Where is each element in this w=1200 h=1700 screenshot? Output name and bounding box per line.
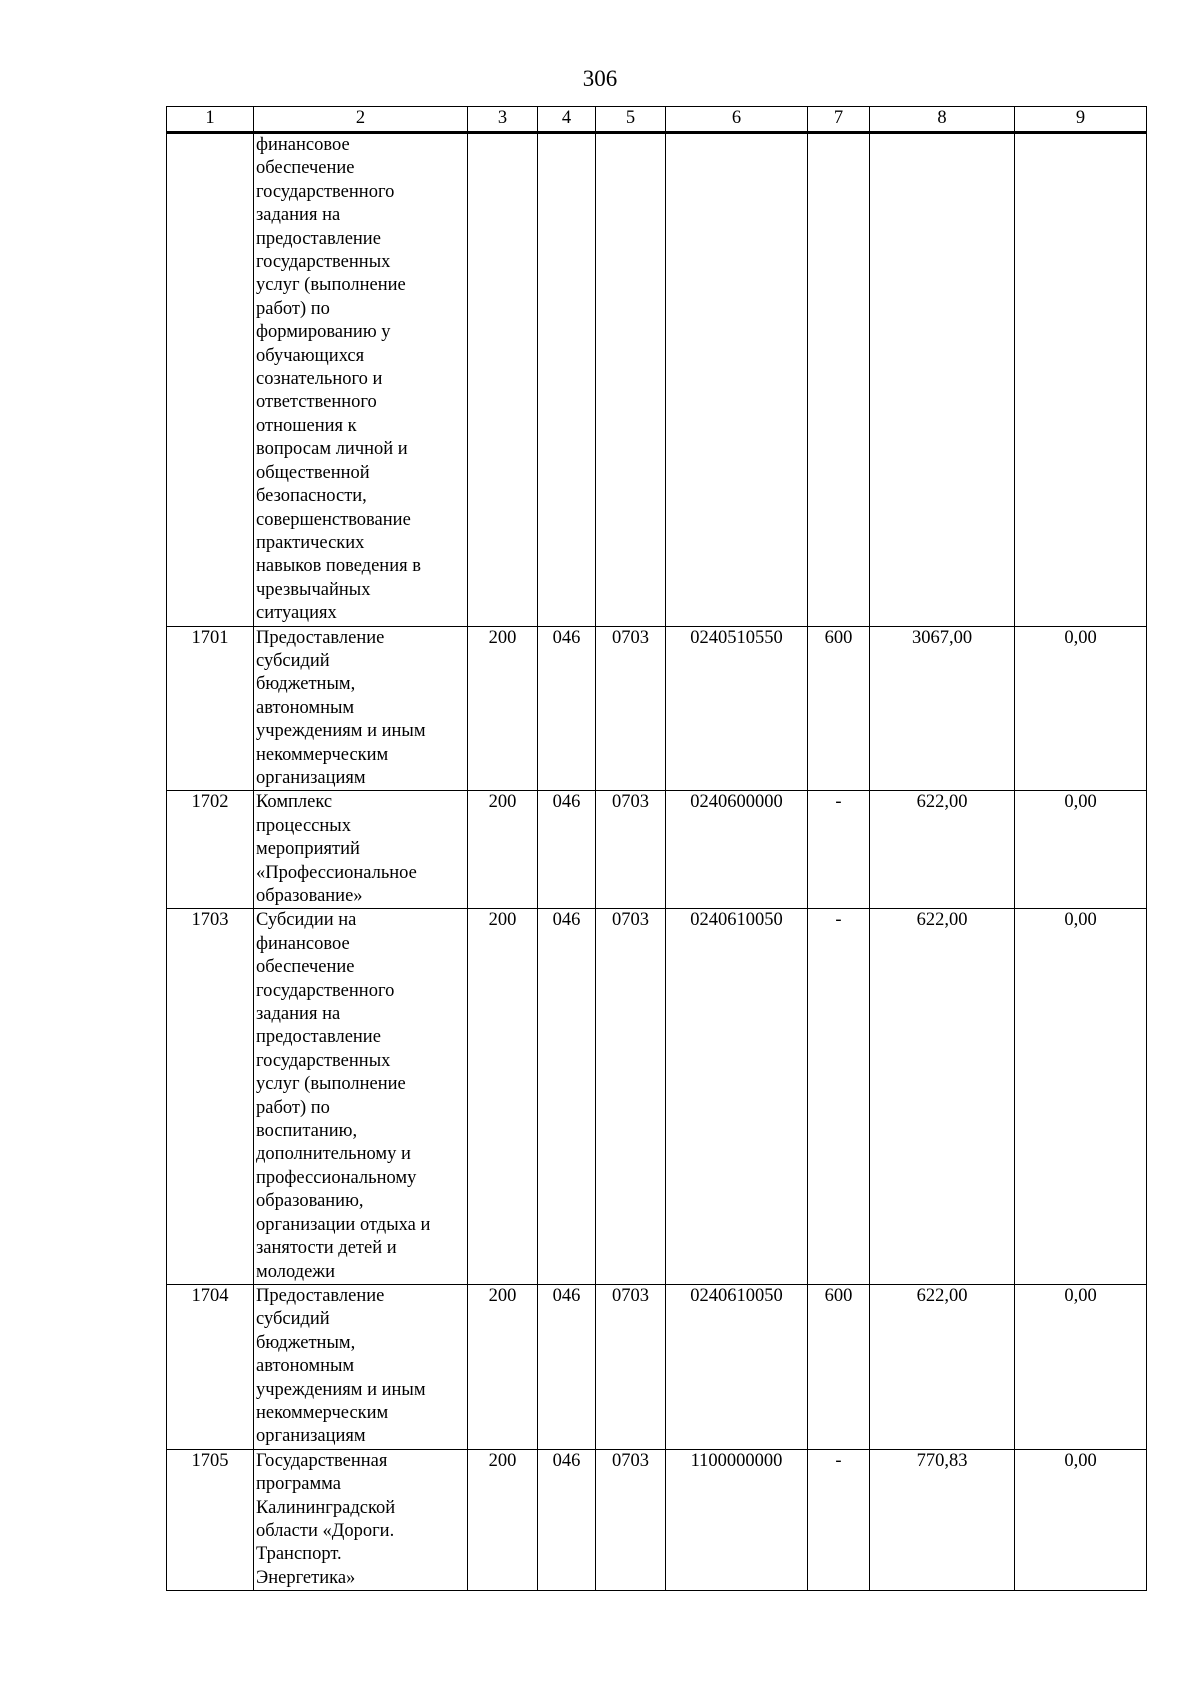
row-number: 1702	[167, 791, 254, 909]
row-description	[254, 791, 468, 909]
description-line: финансовое	[256, 933, 350, 954]
cell-col-8: 770,83	[870, 1449, 1015, 1590]
cell-col-3: 200	[468, 1284, 538, 1449]
description-line: Предоставление	[256, 627, 385, 648]
description-line: государственных	[256, 1050, 391, 1071]
cell-col-7: -	[808, 1449, 870, 1590]
description-line: дополнительному и	[256, 1144, 411, 1165]
table-row	[167, 791, 1147, 909]
description-line: бюджетным,	[256, 1332, 356, 1353]
column-header-8: 8	[870, 107, 1015, 133]
description-line: предоставление	[256, 1027, 381, 1048]
row-description	[254, 1449, 468, 1590]
description-line: программа	[256, 1474, 341, 1495]
cell-col-3: 200	[468, 1449, 538, 1590]
description-line: формированию у	[256, 322, 391, 343]
cell-col-8: 622,00	[870, 909, 1015, 1285]
cell-col-8: 3067,00	[870, 626, 1015, 791]
cell-col-5	[596, 133, 666, 627]
description-line: образование»	[256, 886, 363, 906]
description-line: безопасности,	[256, 486, 367, 507]
description-line: государственного	[256, 980, 395, 1001]
cell-col-3: 200	[468, 791, 538, 909]
row-number: 1701	[167, 626, 254, 791]
description-line: области «Дороги.	[256, 1520, 395, 1541]
row-number: 1703	[167, 909, 254, 1285]
description-line: сознательного и	[256, 369, 383, 390]
description-line: Энергетика»	[256, 1567, 356, 1588]
cell-col-9: 0,00	[1015, 1284, 1147, 1449]
cell-col-7: 600	[808, 626, 870, 791]
column-header-2: 2	[254, 107, 468, 133]
description-line: занятости детей и	[256, 1238, 397, 1259]
description-line: чрезвычайных	[256, 579, 371, 600]
table-row	[167, 1449, 1147, 1590]
cell-col-6	[666, 133, 808, 627]
description-line: задания на	[256, 1004, 341, 1025]
cell-col-6: 0240600000	[666, 791, 808, 909]
description-line: Субсидии на	[256, 910, 357, 931]
description-line: услуг (выполнение	[256, 1074, 406, 1095]
description-line: работ) по	[256, 298, 330, 319]
description-line: обеспечение	[256, 957, 355, 978]
description-line: некоммерческим	[256, 744, 389, 765]
cell-col-4: 046	[538, 1284, 596, 1449]
description-line: «Профессиональное	[256, 862, 417, 883]
cell-col-6: 0240510550	[666, 626, 808, 791]
row-number	[167, 133, 254, 627]
cell-col-5: 0703	[596, 1449, 666, 1590]
cell-col-9	[1015, 133, 1147, 627]
description-line: работ) по	[256, 1097, 330, 1118]
description-line: предоставление	[256, 228, 381, 249]
column-header-4: 4	[538, 107, 596, 133]
row-description	[254, 1284, 468, 1449]
row-number: 1704	[167, 1284, 254, 1449]
budget-table	[166, 106, 1147, 1591]
cell-col-9: 0,00	[1015, 626, 1147, 791]
description-line: Комплекс	[256, 792, 333, 813]
table-row	[167, 909, 1147, 1285]
row-number: 1705	[167, 1449, 254, 1590]
cell-col-6: 0240610050	[666, 909, 808, 1285]
table-row	[167, 1284, 1147, 1449]
column-header-9: 9	[1015, 107, 1147, 133]
cell-col-3	[468, 133, 538, 627]
description-line: автономным	[256, 1356, 355, 1377]
cell-col-5: 0703	[596, 791, 666, 909]
cell-col-8: 622,00	[870, 791, 1015, 909]
description-line: учреждениям и иным	[256, 721, 426, 742]
description-line: Транспорт.	[256, 1544, 342, 1565]
description-line: субсидий	[256, 1309, 330, 1330]
cell-col-5: 0703	[596, 1284, 666, 1449]
cell-col-4	[538, 133, 596, 627]
description-line: государственного	[256, 181, 395, 202]
cell-col-7: -	[808, 791, 870, 909]
row-description	[254, 626, 468, 791]
cell-col-6: 0240610050	[666, 1284, 808, 1449]
description-line: обучающихся	[256, 345, 365, 366]
cell-col-9: 0,00	[1015, 909, 1147, 1285]
row-description	[254, 909, 468, 1285]
cell-col-8	[870, 133, 1015, 627]
cell-col-7: -	[808, 909, 870, 1285]
column-header-1: 1	[167, 107, 254, 133]
cell-col-6: 1100000000	[666, 1449, 808, 1590]
description-line: финансовое	[256, 135, 350, 155]
table-row	[167, 626, 1147, 791]
description-line: совершенствование	[256, 509, 411, 530]
description-line: вопросам личной и	[256, 439, 408, 460]
description-line: практических	[256, 532, 365, 553]
description-line: услуг (выполнение	[256, 275, 406, 296]
column-header-6: 6	[666, 107, 808, 133]
cell-col-8: 622,00	[870, 1284, 1015, 1449]
cell-col-4: 046	[538, 1449, 596, 1590]
table-body	[167, 133, 1147, 1591]
description-line: Государственная	[256, 1450, 388, 1471]
description-line: мероприятий	[256, 839, 360, 860]
description-line: воспитанию,	[256, 1121, 358, 1142]
cell-col-9: 0,00	[1015, 791, 1147, 909]
cell-col-7	[808, 133, 870, 627]
description-line: бюджетным,	[256, 674, 356, 695]
column-header-5: 5	[596, 107, 666, 133]
column-header-7: 7	[808, 107, 870, 133]
description-line: отношения к	[256, 415, 357, 436]
page-number: 306	[582, 66, 618, 91]
cell-col-4: 046	[538, 791, 596, 909]
description-line: молодежи	[256, 1261, 335, 1282]
description-line: задания на	[256, 205, 341, 226]
cell-col-5: 0703	[596, 626, 666, 791]
header-row	[167, 107, 1147, 133]
column-header-3: 3	[468, 107, 538, 133]
cell-col-4: 046	[538, 909, 596, 1285]
description-line: ситуациях	[256, 603, 337, 624]
description-line: автономным	[256, 697, 355, 718]
description-line: навыков поведения в	[256, 556, 421, 577]
row-description	[254, 133, 468, 627]
description-line: организации отдыха и	[256, 1214, 431, 1235]
description-line: субсидий	[256, 650, 330, 671]
description-line: профессиональному	[256, 1167, 417, 1188]
description-line: Предоставление	[256, 1285, 385, 1306]
description-line: учреждениям и иным	[256, 1379, 426, 1400]
description-line: некоммерческим	[256, 1402, 389, 1423]
cell-col-3: 200	[468, 909, 538, 1285]
description-line: Калининградской	[256, 1497, 396, 1518]
description-line: обеспечение	[256, 158, 355, 179]
cell-col-4: 046	[538, 626, 596, 791]
cell-col-7: 600	[808, 1284, 870, 1449]
table-row	[167, 133, 1147, 627]
description-line: процессных	[256, 815, 351, 836]
cell-col-3: 200	[468, 626, 538, 791]
description-line: государственных	[256, 252, 391, 273]
cell-col-5: 0703	[596, 909, 666, 1285]
description-line: образованию,	[256, 1191, 364, 1212]
description-line: общественной	[256, 462, 370, 483]
cell-col-9: 0,00	[1015, 1449, 1147, 1590]
description-line: организациям	[256, 767, 366, 788]
description-line: организациям	[256, 1426, 366, 1447]
description-line: ответственного	[256, 392, 377, 413]
